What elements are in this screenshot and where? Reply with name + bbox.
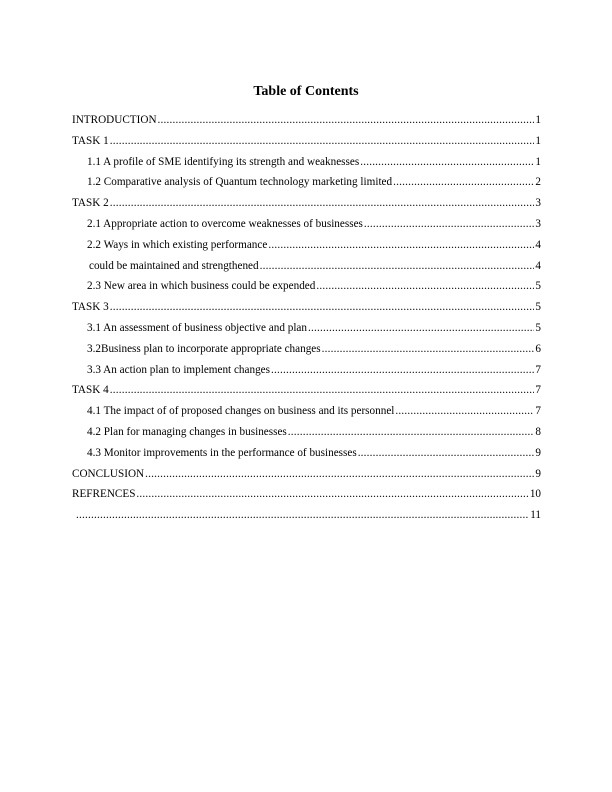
toc-dot-leader	[260, 260, 535, 273]
toc-entry-text: CONCLUSION	[72, 467, 145, 480]
toc-page-number: 1	[535, 155, 541, 168]
toc-dot-leader	[360, 156, 534, 169]
toc-entry[interactable]	[72, 301, 541, 322]
toc-entry-text: 1.1 A profile of SME identifying its strength and weaknesses	[87, 155, 360, 168]
toc-list	[72, 114, 541, 530]
toc-entry-text: 3.1 An assessment of business objective and plan	[87, 321, 307, 334]
toc-dot-leader	[268, 239, 534, 252]
toc-entry[interactable]	[72, 405, 541, 426]
toc-entry[interactable]	[72, 468, 541, 489]
toc-dot-leader	[110, 197, 535, 210]
toc-page-number: 11	[530, 509, 541, 522]
toc-entry-text: REFRENCES	[72, 488, 136, 501]
toc-entry-text: TASK 3	[72, 301, 109, 314]
toc-entry-text: 2.2 Ways in which existing performance	[87, 238, 268, 251]
toc-page-number: 7	[535, 405, 541, 418]
toc-page-number: 7	[535, 384, 541, 397]
toc-page-number: 6	[535, 342, 541, 355]
toc-entry[interactable]	[72, 114, 541, 135]
toc-entry[interactable]	[72, 322, 541, 343]
toc-entry-text: 3.2Business plan to incorporate appropriate changes	[87, 342, 321, 355]
toc-dot-leader	[145, 468, 534, 481]
toc-dot-leader	[76, 509, 529, 522]
toc-entry[interactable]	[72, 343, 541, 364]
toc-entry-text: TASK 4	[72, 384, 109, 397]
toc-page-number: 5	[535, 280, 541, 293]
toc-entry-text: INTRODUCTION	[72, 114, 157, 126]
toc-page-number: 3	[535, 197, 541, 210]
toc-page-number: 9	[535, 467, 541, 480]
toc-page-number: 8	[535, 425, 541, 438]
toc-entry-text: TASK 1	[72, 134, 109, 147]
toc-entry-text: could be maintained and strengthened	[89, 259, 259, 272]
toc-entry-text: TASK 2	[72, 197, 109, 210]
toc-dot-leader	[136, 488, 528, 501]
toc-page-number: 1	[535, 134, 541, 147]
toc-entry[interactable]	[72, 384, 541, 405]
toc-page-number: 7	[535, 363, 541, 376]
toc-page-number: 4	[535, 259, 541, 272]
toc-entry[interactable]	[72, 509, 541, 530]
toc-page-number: 5	[535, 301, 541, 314]
toc-page-number: 10	[529, 488, 541, 501]
toc-entry-text: 4.2 Plan for managing changes in businesses	[87, 425, 287, 438]
toc-entry-text: 2.3 New area in which business could be expended	[87, 280, 316, 293]
toc-page-number: 1	[535, 114, 541, 126]
toc-dot-leader	[316, 280, 534, 293]
toc-entry[interactable]	[72, 447, 541, 468]
toc-dot-leader	[271, 364, 534, 377]
toc-dot-leader	[288, 426, 535, 439]
toc-entry[interactable]	[72, 176, 541, 197]
toc-dot-leader	[110, 384, 535, 397]
toc-page-number: 5	[535, 321, 541, 334]
toc-entry[interactable]	[72, 135, 541, 156]
toc-dot-leader	[364, 218, 535, 231]
toc-entry[interactable]	[72, 156, 541, 177]
toc-entry[interactable]	[72, 218, 541, 239]
toc-entry-text: 4.1 The impact of of proposed changes on business and its personnel	[87, 405, 395, 418]
toc-entry[interactable]	[72, 197, 541, 218]
toc-dot-leader	[158, 114, 535, 127]
toc-dot-leader	[322, 343, 535, 356]
toc-dot-leader	[110, 135, 535, 148]
toc-page-number: 3	[535, 217, 541, 230]
toc-entry-text: 3.3 An action plan to implement changes	[87, 363, 270, 376]
toc-dot-leader	[393, 176, 534, 189]
toc-page-number: 2	[535, 176, 541, 189]
toc-entry[interactable]	[72, 488, 541, 509]
toc-entry-text: 1.2 Comparative analysis of Quantum technology marketing limited	[87, 176, 393, 189]
toc-dot-leader	[358, 447, 535, 460]
toc-entry[interactable]	[72, 364, 541, 385]
toc-entry[interactable]	[72, 260, 541, 281]
toc-entry[interactable]	[72, 239, 541, 260]
toc-entry[interactable]	[72, 280, 541, 301]
toc-dot-leader	[395, 405, 534, 418]
toc-title: Table of Contents	[253, 84, 359, 99]
toc-dot-leader	[110, 301, 535, 314]
toc-dot-leader	[308, 322, 534, 335]
toc-entry-text: 2.1 Appropriate action to overcome weaknesses of businesses	[87, 217, 363, 230]
toc-page-number: 9	[535, 446, 541, 459]
toc-entry[interactable]	[72, 426, 541, 447]
toc-entry-text: 4.3 Monitor improvements in the performance of businesses	[87, 446, 357, 459]
toc-page-number: 4	[535, 238, 541, 251]
